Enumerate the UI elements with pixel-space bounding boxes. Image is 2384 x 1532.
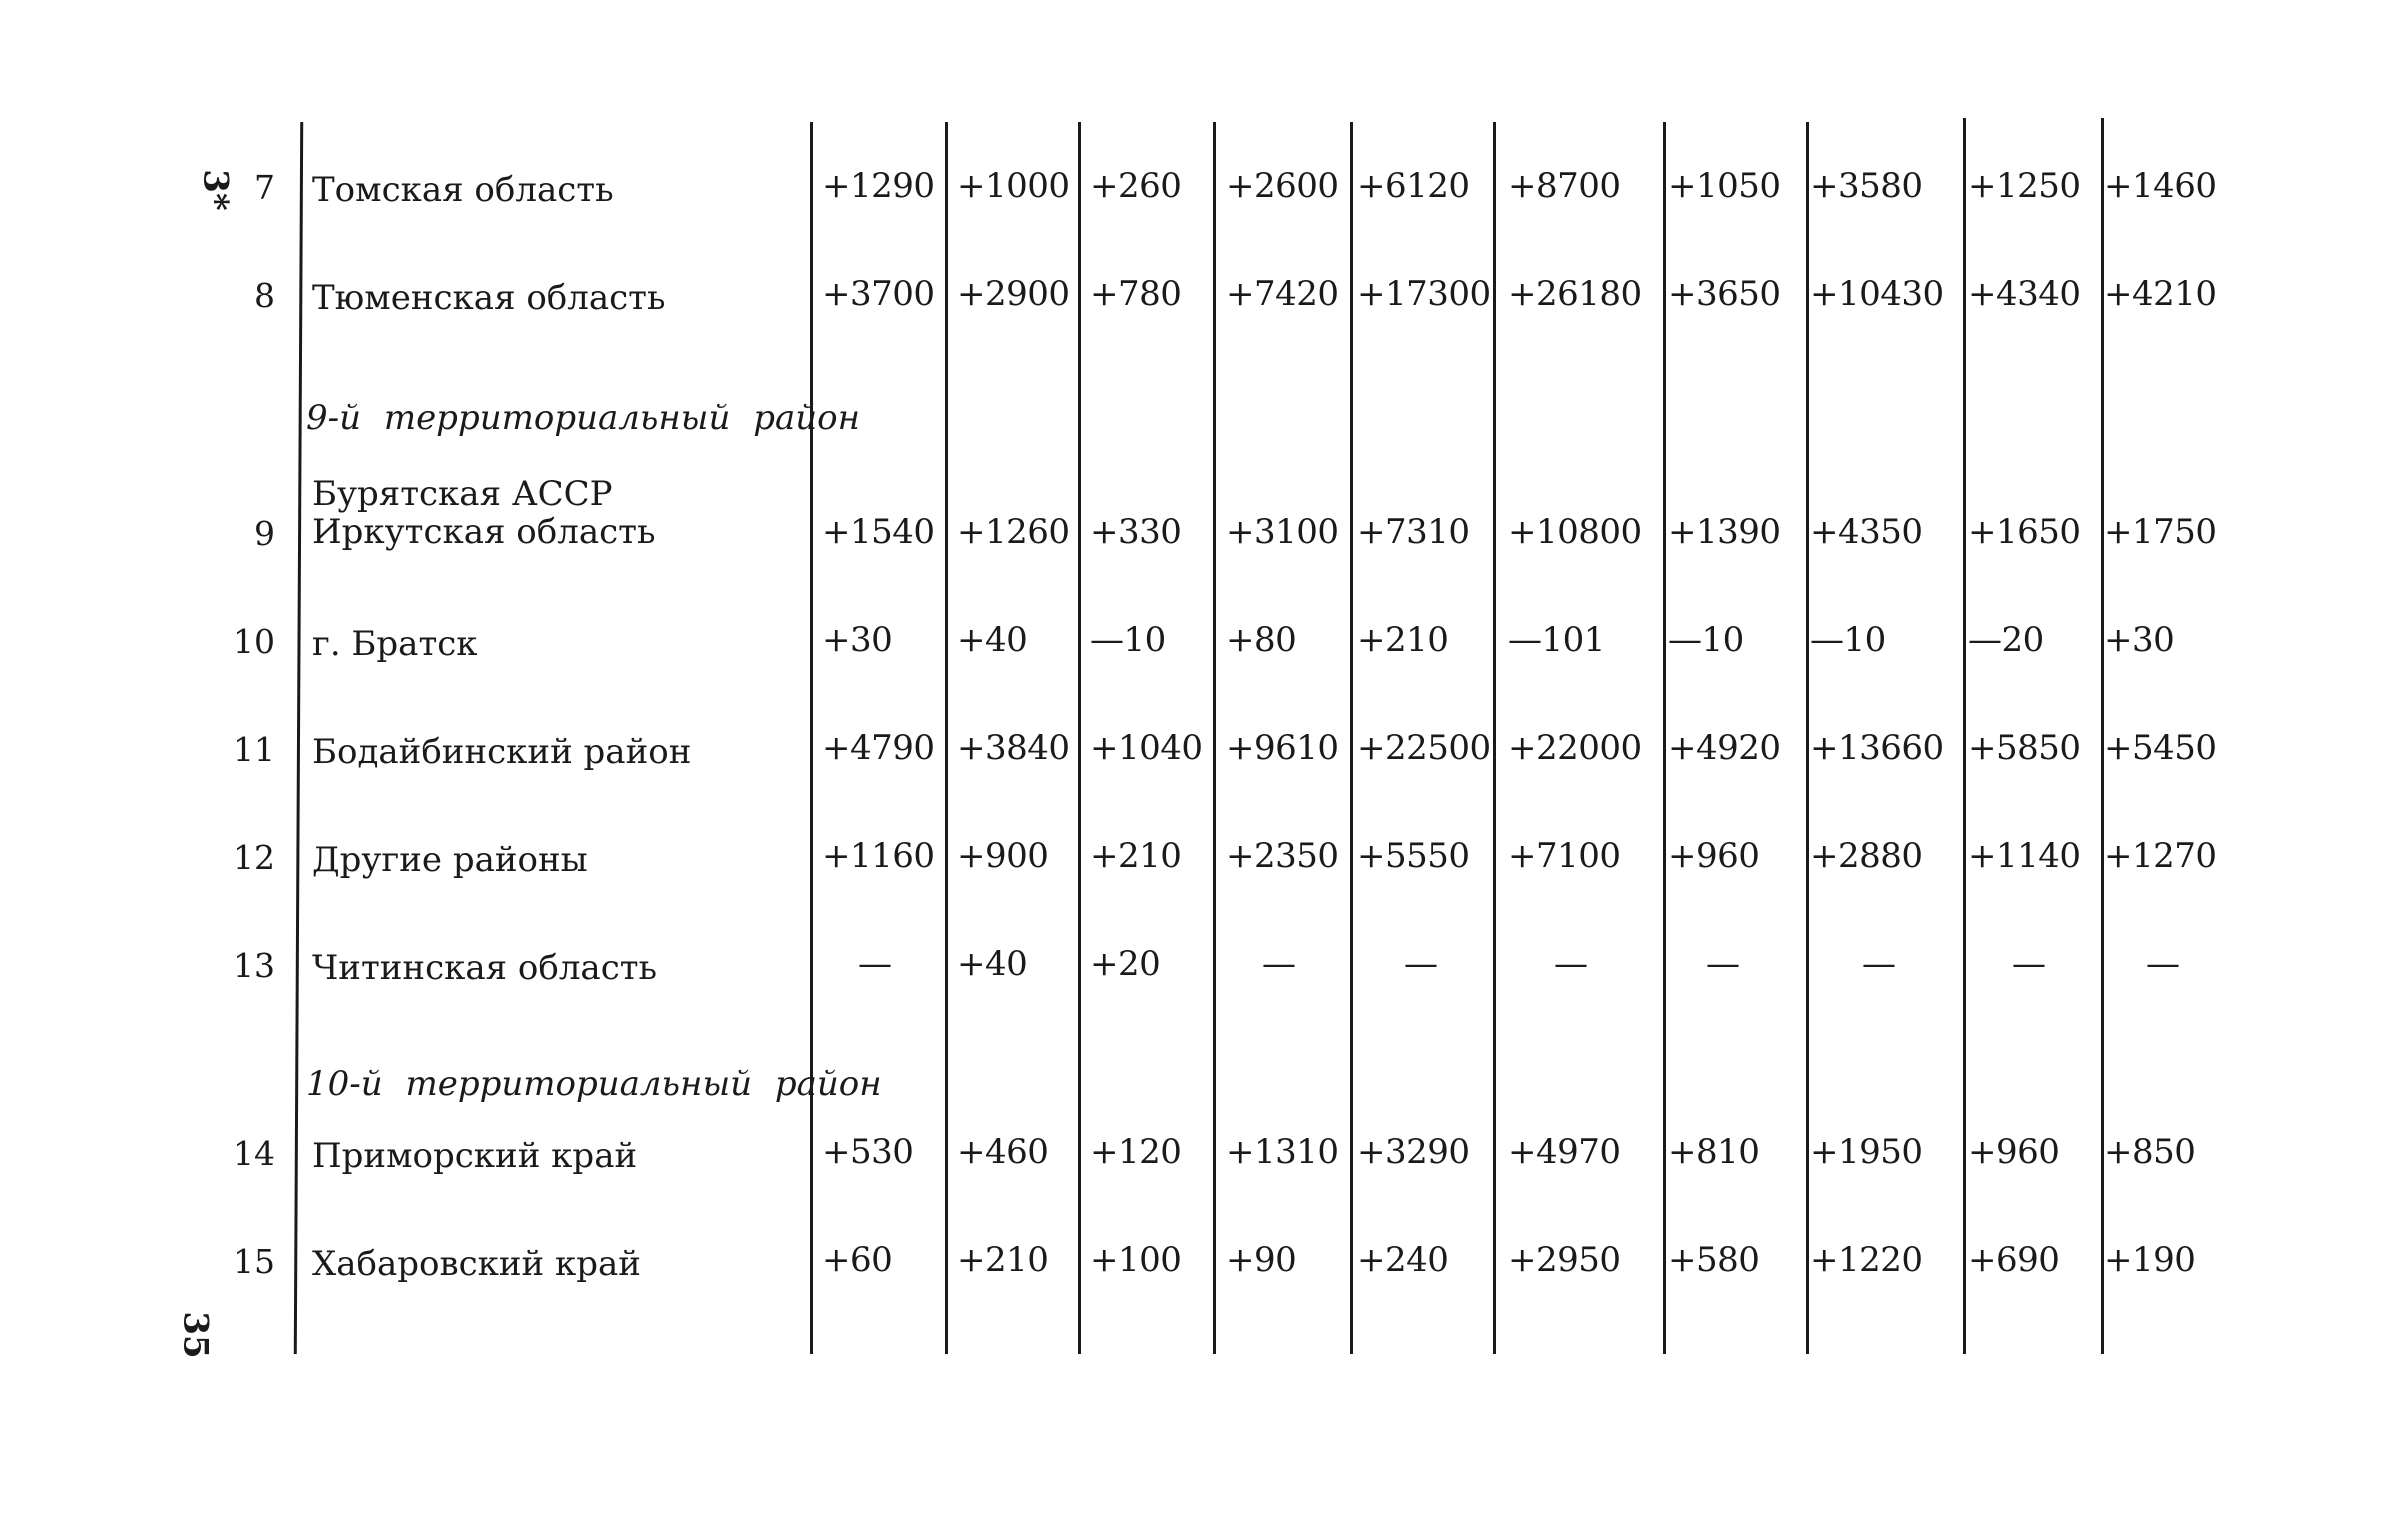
value-cell: +7310 <box>1357 512 1470 552</box>
region-name: Иркутская область <box>312 512 656 552</box>
table-row <box>0 722 2384 782</box>
value-cell: — <box>1706 944 1740 984</box>
value-cell: +1160 <box>822 836 935 876</box>
value-cell: +1540 <box>822 512 935 552</box>
value-cell: +1390 <box>1668 512 1781 552</box>
value-cell: +30 <box>2104 620 2175 660</box>
region-name: Тюменская область <box>312 278 666 318</box>
value-cell: —101 <box>1508 620 1605 660</box>
value-cell: —10 <box>1810 620 1886 660</box>
value-cell: — <box>858 944 892 984</box>
value-cell: +40 <box>957 944 1028 984</box>
value-cell: +900 <box>957 836 1049 876</box>
value-cell: —20 <box>1968 620 2044 660</box>
value-cell: +580 <box>1668 1240 1760 1280</box>
value-cell: —10 <box>1668 620 1744 660</box>
row-number: 14 <box>233 1134 275 1173</box>
row-number: 8 <box>254 276 275 315</box>
value-cell: +22000 <box>1508 728 1642 768</box>
value-cell: +530 <box>822 1132 914 1172</box>
value-cell: — <box>2012 944 2046 984</box>
value-cell: +3840 <box>957 728 1070 768</box>
value-cell: +30 <box>822 620 893 660</box>
value-cell: +100 <box>1090 1240 1182 1280</box>
value-cell: +1650 <box>1968 512 2081 552</box>
value-cell: +1220 <box>1810 1240 1923 1280</box>
value-cell: +17300 <box>1357 274 1491 314</box>
row-number: 13 <box>233 946 275 985</box>
table-row <box>0 268 2384 328</box>
value-cell: +2950 <box>1508 1240 1621 1280</box>
table-row <box>0 160 2384 220</box>
region-name: г. Братск <box>312 624 478 664</box>
value-cell: +1260 <box>957 512 1070 552</box>
value-cell: +20 <box>1090 944 1161 984</box>
table-row <box>0 938 2384 998</box>
region-name: Другие районы <box>312 840 588 880</box>
table-row <box>0 1126 2384 1186</box>
value-cell: +850 <box>2104 1132 2196 1172</box>
row-number: 15 <box>233 1242 275 1281</box>
value-cell: +3290 <box>1357 1132 1470 1172</box>
value-cell: +3700 <box>822 274 935 314</box>
value-cell: +4340 <box>1968 274 2081 314</box>
table-row <box>0 1234 2384 1294</box>
section-heading: 9-й территориальный район <box>306 398 861 438</box>
value-cell: +210 <box>1357 620 1449 660</box>
value-cell: +960 <box>1668 836 1760 876</box>
value-cell: +7420 <box>1226 274 1339 314</box>
value-cell: +2880 <box>1810 836 1923 876</box>
value-cell: +240 <box>1357 1240 1449 1280</box>
value-cell: +1290 <box>822 166 935 206</box>
value-cell: +4350 <box>1810 512 1923 552</box>
region-name: Приморский край <box>312 1136 638 1176</box>
value-cell: +1310 <box>1226 1132 1339 1172</box>
value-cell: +1040 <box>1090 728 1203 768</box>
value-cell: +460 <box>957 1132 1049 1172</box>
row-number: 9 <box>254 514 275 553</box>
value-cell: — <box>1262 944 1296 984</box>
value-cell: +6120 <box>1357 166 1470 206</box>
value-cell: +3100 <box>1226 512 1339 552</box>
value-cell: +5450 <box>2104 728 2217 768</box>
value-cell: +9610 <box>1226 728 1339 768</box>
value-cell: +960 <box>1968 1132 2060 1172</box>
row-number: 7 <box>254 168 275 207</box>
value-cell: +120 <box>1090 1132 1182 1172</box>
page-number: 35 <box>175 1311 216 1359</box>
value-cell: +10800 <box>1508 512 1642 552</box>
value-cell: +190 <box>2104 1240 2196 1280</box>
value-cell: +60 <box>822 1240 893 1280</box>
value-cell: —10 <box>1090 620 1166 660</box>
value-cell: — <box>1404 944 1438 984</box>
value-cell: +1050 <box>1668 166 1781 206</box>
row-number: 12 <box>233 838 275 877</box>
value-cell: +1750 <box>2104 512 2217 552</box>
value-cell: +5850 <box>1968 728 2081 768</box>
value-cell: +2350 <box>1226 836 1339 876</box>
value-cell: +1460 <box>2104 166 2217 206</box>
value-cell: +2600 <box>1226 166 1339 206</box>
row-number: 10 <box>233 622 275 661</box>
region-name: Бодайбинский район <box>312 732 692 772</box>
table-row <box>0 830 2384 890</box>
value-cell: — <box>2146 944 2180 984</box>
section-heading: 10-й территориальный район <box>306 1064 882 1104</box>
value-cell: +4210 <box>2104 274 2217 314</box>
value-cell: +1000 <box>957 166 1070 206</box>
value-cell: +1140 <box>1968 836 2081 876</box>
value-cell: +1270 <box>2104 836 2217 876</box>
region-name: Томская область <box>312 170 614 210</box>
value-cell: +10430 <box>1810 274 1944 314</box>
value-cell: +3650 <box>1668 274 1781 314</box>
value-cell: +1950 <box>1810 1132 1923 1172</box>
value-cell: +4790 <box>822 728 935 768</box>
value-cell: +210 <box>1090 836 1182 876</box>
value-cell: +2900 <box>957 274 1070 314</box>
value-cell: +8700 <box>1508 166 1621 206</box>
value-cell: +22500 <box>1357 728 1491 768</box>
value-cell: +4970 <box>1508 1132 1621 1172</box>
value-cell: +690 <box>1968 1240 2060 1280</box>
value-cell: +3580 <box>1810 166 1923 206</box>
value-cell: +13660 <box>1810 728 1944 768</box>
value-cell: +7100 <box>1508 836 1621 876</box>
table-row <box>0 614 2384 674</box>
value-cell: +26180 <box>1508 274 1642 314</box>
value-cell: +5550 <box>1357 836 1470 876</box>
value-cell: — <box>1554 944 1588 984</box>
region-name: Читинская область <box>312 948 658 988</box>
row-number: 11 <box>233 730 275 769</box>
value-cell: +40 <box>957 620 1028 660</box>
value-cell: +810 <box>1668 1132 1760 1172</box>
value-cell: +330 <box>1090 512 1182 552</box>
value-cell: +780 <box>1090 274 1182 314</box>
value-cell: +80 <box>1226 620 1297 660</box>
signature-mark: 3* <box>195 169 236 211</box>
value-cell: +210 <box>957 1240 1049 1280</box>
region-name-line: Бурятская АССР <box>312 474 613 514</box>
value-cell: +4920 <box>1668 728 1781 768</box>
value-cell: +1250 <box>1968 166 2081 206</box>
value-cell: — <box>1862 944 1896 984</box>
value-cell: +260 <box>1090 166 1182 206</box>
value-cell: +90 <box>1226 1240 1297 1280</box>
region-name: Хабаровский край <box>312 1244 641 1284</box>
table-row <box>0 506 2384 566</box>
